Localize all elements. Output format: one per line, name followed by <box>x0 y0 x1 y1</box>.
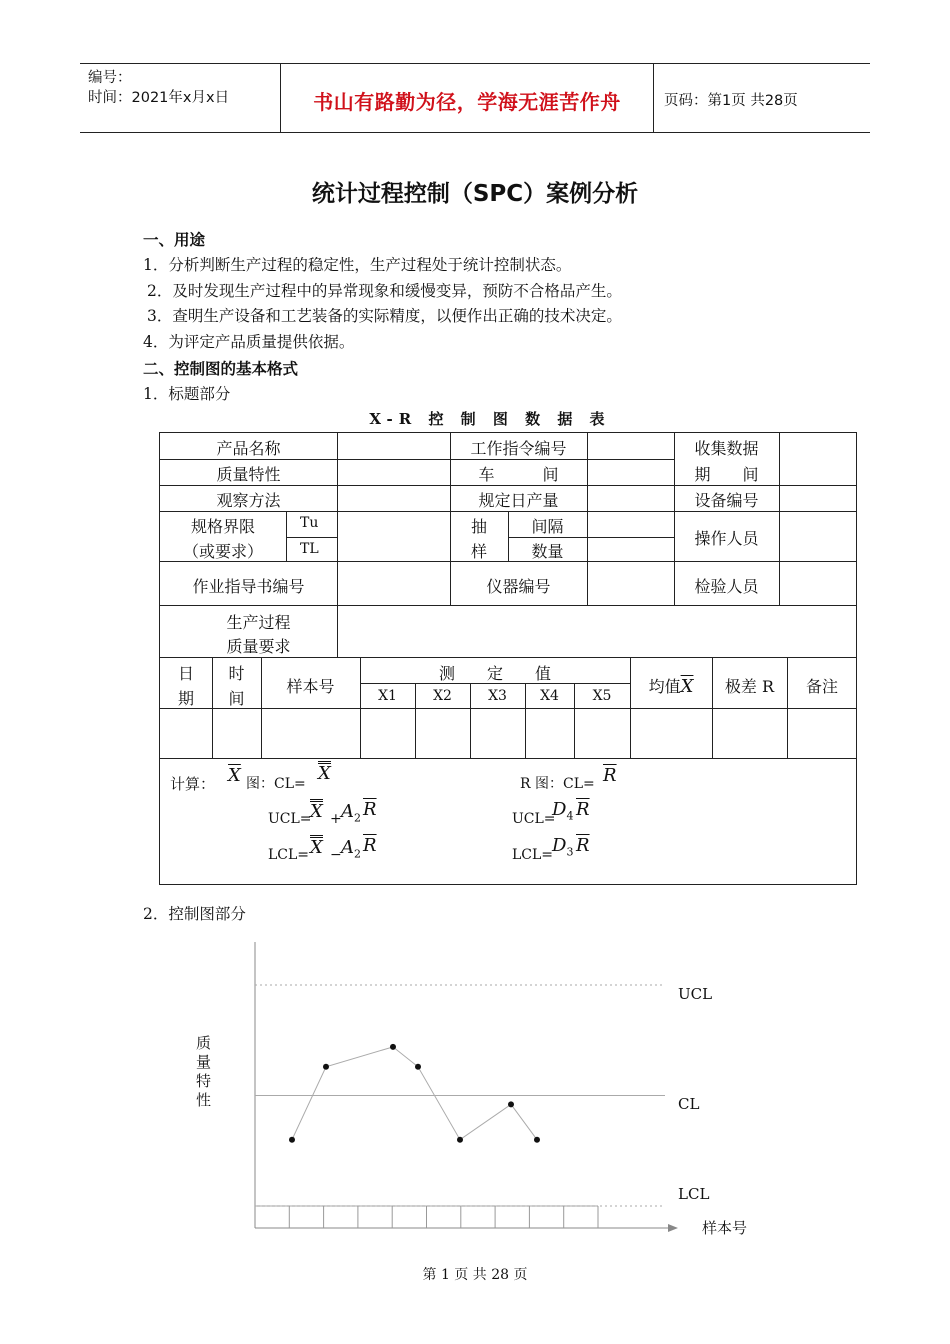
x-ticks <box>289 1206 598 1228</box>
xbar-symbol: $\overline{X}$ <box>680 676 694 697</box>
cell-x2: X2 <box>433 688 452 704</box>
header-page-label: 页码：第1页 共28页 <box>664 93 798 109</box>
section2-sub1: 1．标题部分 <box>143 385 231 403</box>
cell-quantity: 数量 <box>531 542 564 561</box>
reference-lines <box>255 985 665 1206</box>
number-label: 编号： <box>88 70 132 86</box>
x-axis-arrow <box>668 1224 678 1232</box>
cell-time-1: 时 <box>228 664 245 683</box>
calc-r-lcl-label: LCL= <box>512 847 554 863</box>
calc-r-lcl-rbar: $\overline{R}$ <box>576 835 590 856</box>
calc-ucl-xdbar: X <box>310 801 323 822</box>
cell-equipment-no: 设备编号 <box>694 491 759 510</box>
cell-collect-date-1: 收集数据 <box>694 439 759 458</box>
data-point <box>289 1137 295 1143</box>
calc-d3: $D_3$ <box>552 835 574 859</box>
cell-inspector: 检验人员 <box>694 577 759 596</box>
cell-tu: Tu <box>300 515 319 531</box>
calc-a2: $A_2$ <box>341 801 361 825</box>
calc-lcl-xdbar: X <box>310 837 323 858</box>
header-motto: 书山有路勤为径，学海无涯苦作舟 <box>313 90 621 114</box>
calc-ucl-label: UCL= <box>268 811 312 827</box>
section1-item-1: 1．分析判断生产过程的稳定性，生产过程处于统计控制状态。 <box>143 256 572 274</box>
calc-lcl-rbar: $\overline{R}$ <box>363 835 377 856</box>
data-point <box>323 1064 329 1070</box>
cell-x4: X4 <box>540 688 559 704</box>
cell-daily-output: 规定日产量 <box>478 491 559 510</box>
section1-item-3: 3．查明生产设备和工艺装备的实际精度，以便作出正确的技术决定。 <box>147 307 622 325</box>
cell-workshop: 车 间 <box>478 465 559 484</box>
calc-r-ucl-rbar: $\overline{R}$ <box>576 799 590 820</box>
chart-xlabel: 样本号 <box>702 1219 748 1237</box>
data-point <box>534 1137 540 1143</box>
calc-minus: − <box>330 847 342 863</box>
calc-label: 计算： <box>170 775 216 793</box>
data-point <box>457 1137 463 1143</box>
cell-x3: X3 <box>488 688 507 704</box>
calc-xdbar: X <box>318 763 331 784</box>
cell-or-req: （或要求） <box>182 542 263 561</box>
calc-xchart-cl: 图：CL= <box>246 776 306 792</box>
calc-r-ucl-label: UCL= <box>512 811 556 827</box>
time-label: 时间：2021年x月x日 <box>88 90 230 106</box>
calc-d4: $D_4$ <box>552 799 574 823</box>
cell-process-req-1: 生产过程 <box>226 613 291 632</box>
cell-sampling-2: 样 <box>470 542 487 561</box>
cell-observe-method: 观察方法 <box>216 491 281 510</box>
cell-quality-char: 质量特性 <box>216 465 281 484</box>
cell-tl: TL <box>300 541 319 557</box>
section2-sub2: 2．控制图部分 <box>143 905 246 923</box>
calc-lcl-a2: $A_2$ <box>341 837 361 861</box>
calc-plus: + <box>330 811 342 827</box>
chart-cl-label: CL <box>678 1095 700 1113</box>
calc-rchart-cl: R 图：CL= <box>520 776 595 792</box>
chart-lcl-label: LCL <box>678 1185 710 1203</box>
data-series <box>289 1044 540 1143</box>
document-title: 统计过程控制（SPC）案例分析 <box>311 181 639 207</box>
calc-xbar: $\overline{X}$ <box>228 765 241 786</box>
chart-ucl-label: UCL <box>678 985 713 1003</box>
section1-item-2: 2．及时发现生产过程中的异常现象和缓慢变异，预防不合格品产生。 <box>147 282 622 300</box>
cell-remark: 备注 <box>805 677 838 696</box>
cell-product-name: 产品名称 <box>216 439 281 458</box>
cell-instrument-no: 仪器编号 <box>486 577 551 596</box>
cell-work-order: 工作指令编号 <box>470 439 567 458</box>
section1-heading: 一、用途 <box>143 231 206 249</box>
cell-time-2: 间 <box>228 689 245 708</box>
cell-range: 极差 R <box>724 677 775 696</box>
cell-operator: 操作人员 <box>694 529 759 548</box>
data-point <box>390 1044 396 1050</box>
table-caption: X-R 控 制 图 数 据 表 <box>369 410 611 428</box>
mean-label: 均值 <box>648 677 681 696</box>
cell-measured: 测 定 值 <box>438 664 551 683</box>
cell-collect-date-2: 期 间 <box>694 465 759 484</box>
calc-rchart-rbar: $\overline{R}$ <box>603 765 617 786</box>
data-point <box>508 1101 514 1107</box>
chart-ylabel: 质量特性 <box>196 1034 212 1109</box>
page-footer: 第 1 页 共 28 页 <box>422 1267 528 1283</box>
data-point <box>415 1064 421 1070</box>
cell-x5: X5 <box>592 688 612 704</box>
cell-interval: 间隔 <box>531 517 564 536</box>
cell-process-req-2: 质量要求 <box>226 637 291 656</box>
cell-sampling-1: 抽 <box>470 517 487 536</box>
section2-heading: 二、控制图的基本格式 <box>143 360 299 378</box>
cell-x1: X1 <box>378 688 397 704</box>
calc-lcl-label: LCL= <box>268 847 310 863</box>
cell-sample-no: 样本号 <box>286 677 335 696</box>
cell-spec-limit: 规格界限 <box>190 517 255 536</box>
section1-item-4: 4．为评定产品质量提供依据。 <box>143 333 355 351</box>
cell-date-2: 期 <box>177 689 194 708</box>
cell-date-1: 日 <box>177 664 194 683</box>
series-line <box>292 1047 537 1140</box>
calc-ucl-rbar: $\overline{R}$ <box>363 799 377 820</box>
cell-instruction-no: 作业指导书编号 <box>192 577 305 596</box>
